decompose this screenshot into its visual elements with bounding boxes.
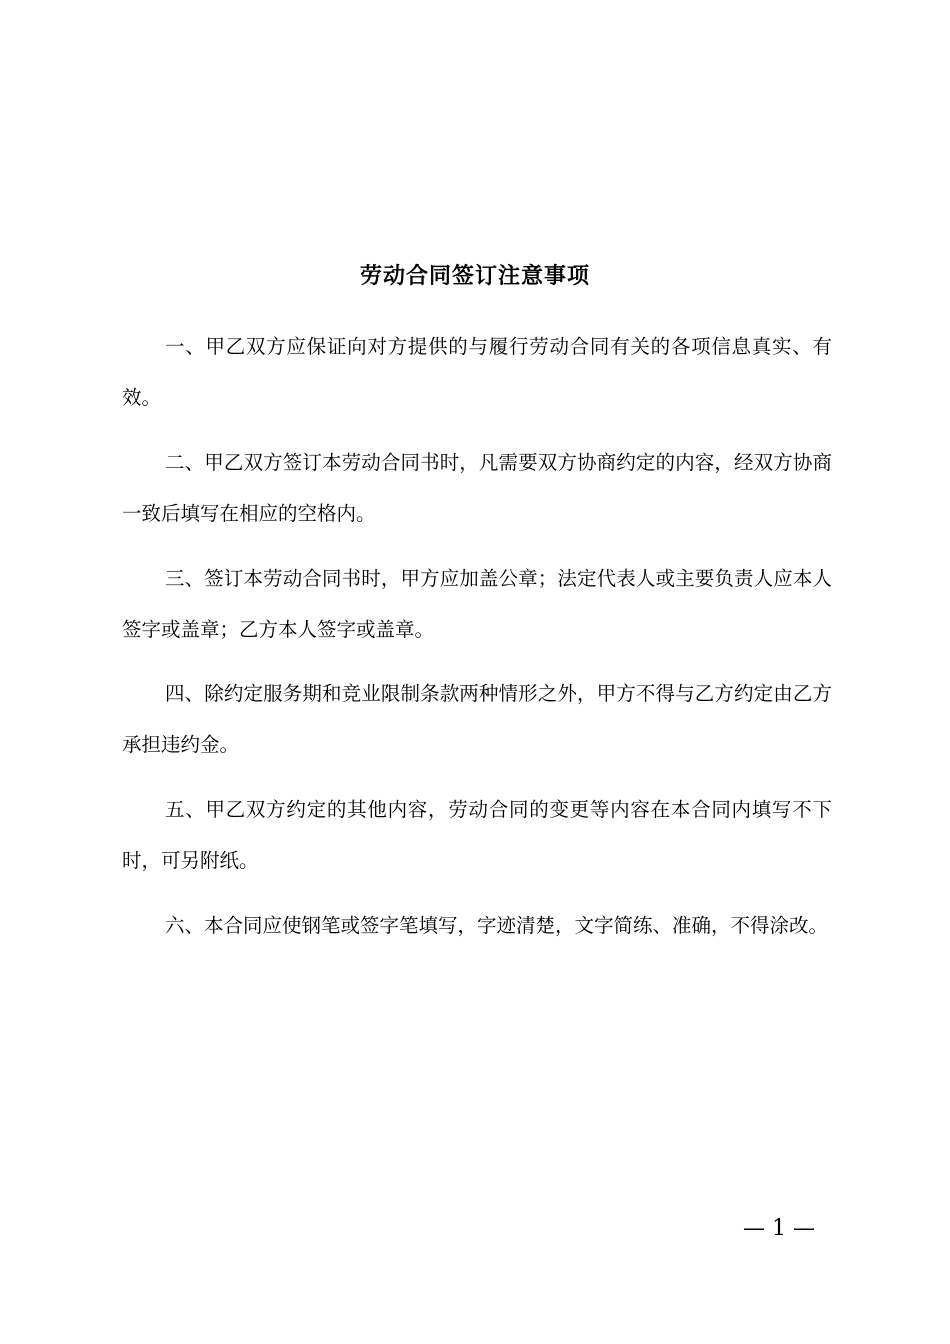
page-number: — 1 — [743, 1216, 815, 1241]
paragraph-5: 五、甲乙双方约定的其他内容，劳动合同的变更等内容在本合同内填写不下时，可另附纸。 [122, 798, 832, 872]
paragraph-6: 六、本合同应使钢笔或签字笔填写，字迹清楚，文字简练、准确，不得涂改。 [165, 914, 829, 937]
paragraph-1: 一、甲乙双方应保证向对方提供的与履行劳动合同有关的各项信息真实、有效。 [122, 335, 832, 409]
paragraph-2: 二、甲乙双方签订本劳动合同书时，凡需要双方协商约定的内容，经双方协商一致后填写在相应的空格内。 [122, 451, 832, 525]
paragraph-4: 四、除约定服务期和竞业限制条款两种情形之外，甲方不得与乙方约定由乙方承担违约金。 [122, 682, 832, 756]
paragraph-3: 三、签订本劳动合同书时，甲方应加盖公章；法定代表人或主要负责人应本人签字或盖章；乙方本人签字或盖章。 [122, 567, 832, 641]
document-title: 劳动合同签订注意事项 [359, 264, 590, 289]
